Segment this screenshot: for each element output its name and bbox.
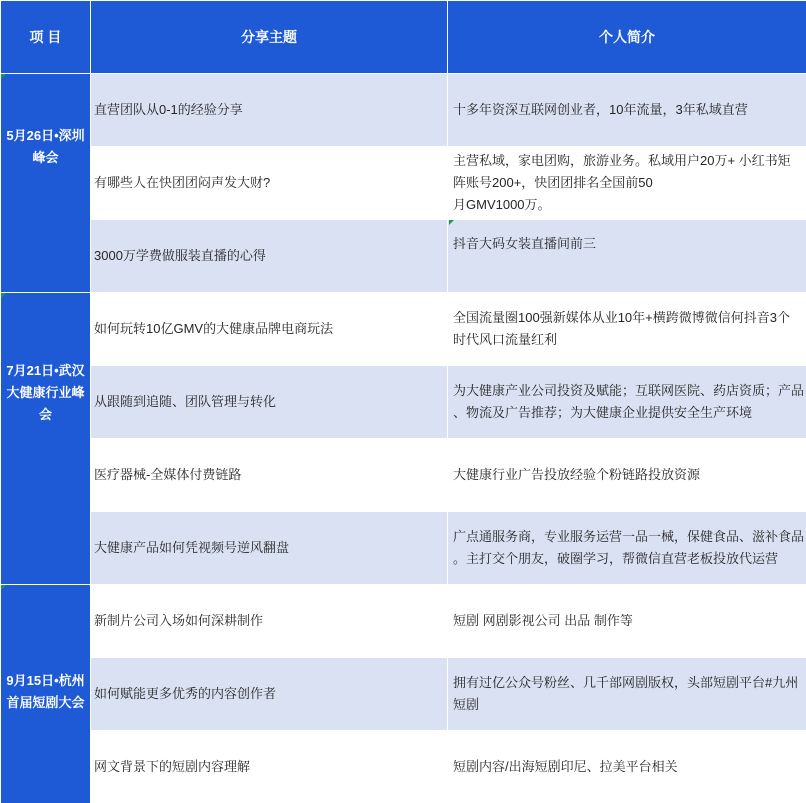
table-row — [1, 293, 806, 366]
topic-text: 3000万学费做服装直播的心得 — [94, 248, 266, 263]
topic-cell[interactable] — [91, 366, 448, 439]
group-label-line: 峰会 — [32, 150, 59, 165]
bio-cell[interactable] — [448, 220, 806, 293]
topic-text: 如何赋能更多优秀的内容创作者 — [94, 686, 277, 701]
group-label-line: 会 — [38, 407, 52, 422]
table-row — [1, 74, 806, 147]
cell-indicator-triangle-icon — [449, 220, 454, 225]
header-cell-topic[interactable] — [91, 1, 448, 74]
bio-text-line: 短剧内容/出海短剧印尼、拉美平台相关 — [453, 759, 678, 774]
topic-cell[interactable] — [91, 293, 448, 366]
bio-text-line: 时代风口流量红利 — [453, 332, 558, 347]
topic-text: 如何玩转10亿GMV的大健康品牌电商玩法 — [94, 321, 334, 336]
cell-indicator-triangle-icon — [1, 293, 6, 298]
bio-text-line: 抖音大码女装直播间前三 — [453, 236, 597, 251]
header-cell-project[interactable] — [1, 1, 91, 74]
table-row — [1, 366, 806, 439]
group-cell-hangzhou-conference[interactable] — [1, 585, 91, 803]
bio-cell[interactable] — [448, 74, 806, 147]
bio-text-line: 。主打交个朋友，破圈学习，帮微信直营老板投放代运营 — [453, 551, 779, 566]
header-cell-bio[interactable] — [448, 1, 806, 74]
bio-text-line: 拥有过亿公众号粉丝、几千部网剧版权，头部短剧平台#九州 — [453, 675, 799, 690]
topic-cell[interactable] — [91, 512, 448, 585]
table-row — [1, 512, 806, 585]
bio-text-line: 主营私域，家电团购，旅游业务。私域用户20万+ 小红书矩 — [453, 153, 791, 168]
bio-text-line: 月GMV1000万。 — [453, 197, 551, 212]
bio-text-line: 阵账号200+，快团团排名全国前50 — [453, 175, 653, 190]
header-project-label: 项 目 — [29, 29, 62, 45]
topic-text: 网文背景下的短剧内容理解 — [94, 759, 251, 774]
header-bio-label: 个人简介 — [599, 29, 655, 45]
group-label-line: 大健康行业峰 — [6, 385, 85, 400]
topic-cell[interactable] — [91, 658, 448, 731]
table-row — [1, 220, 806, 293]
topic-text: 有哪些人在快团团闷声发大财? — [94, 175, 271, 190]
bio-text-line: 全国流量圈100强新媒体从业10年+横跨微博微信何抖音3个 — [453, 310, 790, 325]
bio-cell[interactable] — [448, 147, 806, 220]
bio-text-line: 大健康行业广告投放经验个粉链路投放资源 — [453, 467, 701, 482]
cell-indicator-triangle-icon — [1, 74, 6, 79]
topic-text: 新制片公司入场如何深耕制作 — [94, 613, 264, 628]
bio-cell[interactable] — [448, 366, 806, 439]
bio-text-line: 广点通服务商，专业服务运营一品一械，保健食品、滋补食品 — [453, 529, 805, 544]
table-row — [1, 731, 806, 803]
group-label-line: 9月15日•杭州 — [6, 673, 85, 688]
table-row — [1, 585, 806, 658]
topic-cell[interactable] — [91, 147, 448, 220]
topic-text: 医疗器械-全媒体付费链路 — [94, 467, 242, 482]
bio-text-line: 为大健康产业公司投资及赋能；互联网医院、药店资质；产品 — [453, 383, 805, 398]
topic-text: 从跟随到追随、团队管理与转化 — [94, 394, 277, 409]
bio-cell[interactable] — [448, 585, 806, 658]
topic-cell[interactable] — [91, 731, 448, 803]
topic-text: 大健康产品如何凭视频号逆风翻盘 — [94, 540, 290, 555]
topic-cell[interactable] — [91, 439, 448, 512]
topic-cell[interactable] — [91, 585, 448, 658]
table-row — [1, 658, 806, 731]
group-label-line: 7月21日•武汉 — [6, 363, 85, 378]
topic-cell[interactable] — [91, 220, 448, 293]
bio-text-line: 、物流及广告推荐；为大健康企业提供安全生产环境 — [453, 405, 753, 420]
bio-cell[interactable] — [448, 293, 806, 366]
table-row — [1, 439, 806, 512]
bio-cell[interactable] — [448, 658, 806, 731]
group-label-line: 首届短剧大会 — [6, 695, 85, 710]
bio-text-line: 短剧 — [453, 697, 480, 712]
bio-text-line: 短剧 网剧影视公司 出品 制作等 — [453, 613, 633, 628]
group-cell-wuhan-summit[interactable] — [1, 293, 91, 585]
bio-cell[interactable] — [448, 439, 806, 512]
topic-text: 直营团队从0-1的经验分享 — [94, 102, 243, 117]
header-row — [1, 1, 806, 74]
bio-text-line: 十多年资深互联网创业者，10年流量，3年私域直营 — [453, 102, 748, 117]
header-topic-label: 分享主题 — [241, 29, 297, 45]
cell-indicator-triangle-icon — [1, 585, 6, 590]
bio-cell[interactable] — [448, 731, 806, 803]
bio-cell[interactable] — [448, 512, 806, 585]
group-label-line: 5月26日•深圳 — [6, 128, 85, 143]
table-row — [1, 147, 806, 220]
topic-cell[interactable] — [91, 74, 448, 147]
group-cell-shenzhen-summit[interactable] — [1, 74, 91, 293]
